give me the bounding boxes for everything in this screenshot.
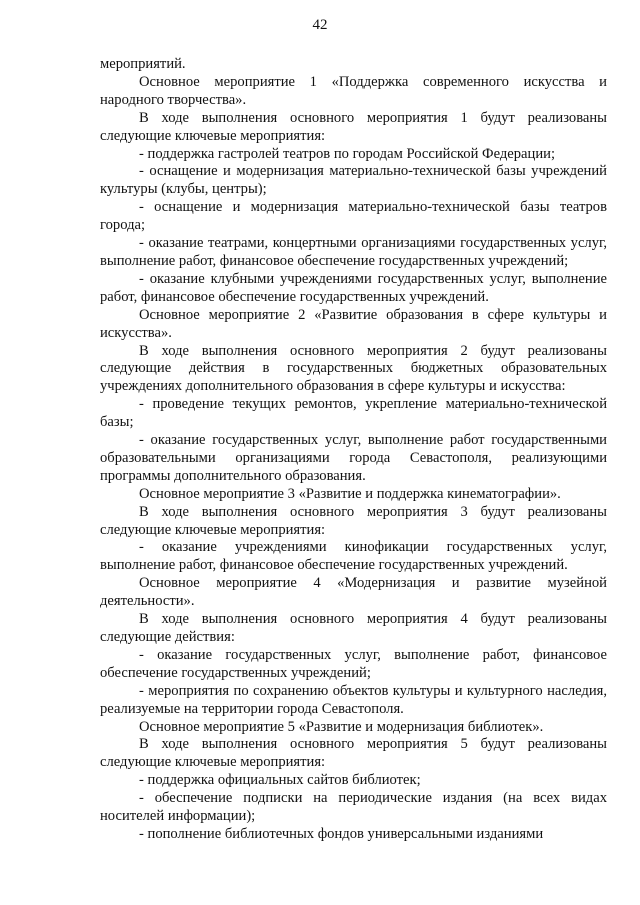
- list-item: - обеспечение подписки на периодические издания (на всех видах носителей информации);: [100, 790, 607, 825]
- paragraph: В ходе выполнения основного мероприятия 2 будут реализованы следующие действия в государственных бюджетных образовательных учреждениях дополнительного образования в сфере культуры и искусства:: [100, 342, 607, 395]
- list-item: - мероприятия по сохранению объектов культуры и культурного наследия, реализуемые на территории города Севастополя.: [100, 682, 607, 717]
- paragraph: мероприятий.: [100, 56, 186, 72]
- paragraph: Основное мероприятие 1 «Поддержка современного искусства и народного творчества».: [100, 73, 607, 108]
- paragraph: В ходе выполнения основного мероприятия 1 будут реализованы следующие ключевые мероприятия:: [100, 109, 607, 144]
- list-item: - поддержка официальных сайтов библиотек;: [139, 772, 421, 789]
- page-number: 42: [312, 17, 328, 33]
- list-item: - оснащение и модернизация материально-технической базы учреждений культуры (клубы, центры);: [100, 163, 607, 198]
- paragraph: Основное мероприятие 4 «Модернизация и развитие музейной деятельности».: [100, 575, 607, 610]
- list-item: - пополнение библиотечных фондов универсальными изданиями: [139, 825, 544, 842]
- list-item: - проведение текущих ремонтов, укрепление материально-технической базы;: [100, 396, 607, 431]
- document-body: [100, 56, 607, 844]
- list-item: - поддержка гастролей театров по городам Российской Федерации;: [139, 145, 556, 162]
- paragraph: Основное мероприятие 3 «Развитие и поддержка кинематографии».: [139, 485, 561, 502]
- list-item: - оказание государственных услуг, выполнение работ, финансовое обеспечение государственных учреждений;: [100, 646, 607, 681]
- paragraph: Основное мероприятие 2 «Развитие образования в сфере культуры и искусства».: [100, 306, 607, 341]
- paragraph: Основное мероприятие 5 «Развитие и модернизация библиотек».: [139, 718, 544, 735]
- list-item: - оказание клубными учреждениями государственных услуг, выполнение работ, финансовое обеспечение государственных учреждений.: [100, 270, 607, 305]
- list-item: - оказание театрами, концертными организациями государственных услуг, выполнение работ, финансовое обеспечение государственных учреждений;: [100, 235, 607, 269]
- list-item: - оснащение и модернизация материально-технической базы театров города;: [100, 199, 607, 234]
- paragraph: В ходе выполнения основного мероприятия 3 будут реализованы следующие ключевые мероприятия:: [100, 503, 607, 538]
- paragraph: В ходе выполнения основного мероприятия 5 будут реализованы следующие ключевые мероприятия:: [100, 736, 607, 771]
- paragraph: В ходе выполнения основного мероприятия 4 будут реализованы следующие действия:: [100, 611, 607, 645]
- list-item: - оказание государственных услуг, выполнение работ государственными образовательными организациями города Севастополя, реализующими программы дополнительного образования.: [100, 432, 607, 484]
- list-item: - оказание учреждениями кинофикации государственных услуг, выполнение работ, финансовое обеспечение государственных учреждений.: [100, 539, 607, 574]
